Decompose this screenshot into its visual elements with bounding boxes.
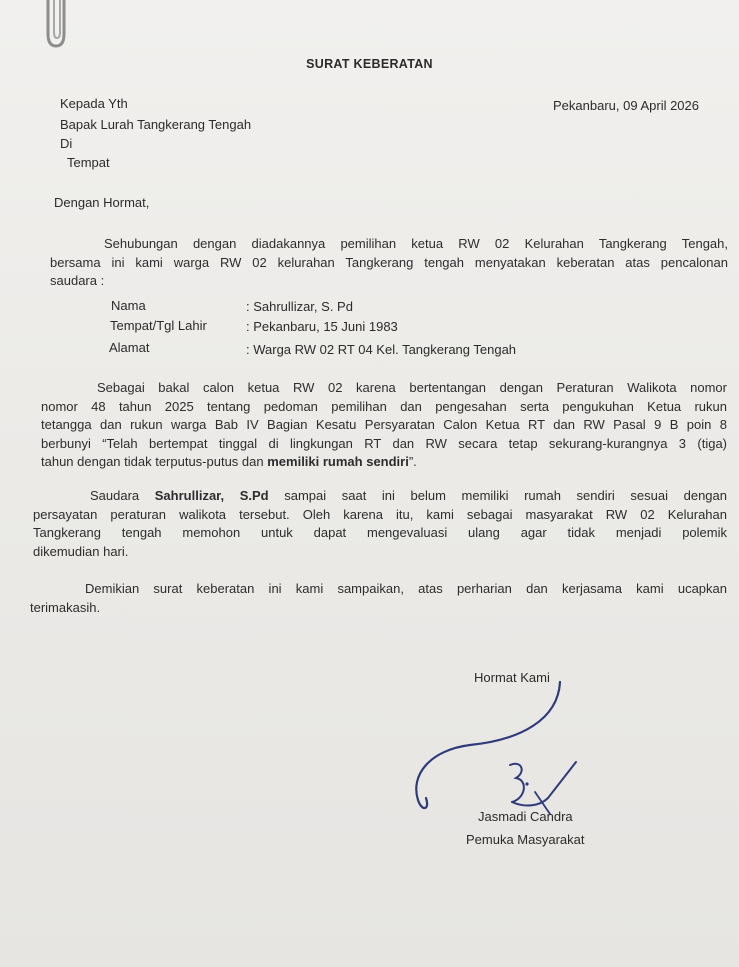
identity-value-birth: : Pekanbaru, 15 Juni 1983 — [246, 319, 398, 334]
identity-value-name: : Sahrullizar, S. Pd — [246, 299, 353, 314]
letter-title: SURAT KEBERATAN — [306, 57, 433, 71]
paragraph-3 — [33, 487, 727, 561]
paragraph-1-line: Sehubungan dengan diadakannya pemilihan ketua RW 02 Kelurahan Tangkerang Tengah, — [104, 236, 728, 251]
paragraph-3-line: Tangkerang tengah memohon untuk dapat mengevaluasi ulang agar tidak menjadi polemik — [33, 525, 727, 540]
paper-clip-icon — [36, 0, 76, 54]
recipient-line-1: Kepada Yth — [60, 96, 128, 111]
paragraph-2-text: tahun dengan tidak terputus-putus dan — [41, 454, 268, 469]
signer-name: Jasmadi Candra — [478, 809, 573, 824]
paragraph-2-line: nomor 48 tahun 2025 tentang pedoman pemilihan dan pengesahan serta pengukuhan Ketua rukun — [41, 398, 727, 414]
closing: Hormat Kami — [474, 670, 550, 685]
paragraph-3-text: sampai saat ini belum memiliki rumah sendiri sesuai dengan — [268, 488, 727, 503]
greeting: Dengan Hormat, — [54, 195, 150, 210]
paragraph-1-line: saudara : — [50, 273, 105, 288]
paragraph-3-line: persayatan peraturan walikota tersebut. Oleh karena itu, kami sebagai masyarakat RW 02 Kelurahan — [33, 506, 727, 522]
identity-label-name: Nama — [111, 298, 146, 313]
signature-icon — [400, 680, 600, 830]
identity-label-address: Alamat — [109, 340, 150, 355]
paragraph-2-line — [41, 453, 727, 472]
identity-label-birth: Tempat/Tgl Lahir — [110, 318, 207, 333]
recipient-line-3: Di — [60, 136, 73, 151]
paragraph-4-line: terimakasih. — [30, 599, 101, 615]
paragraph-2 — [41, 379, 727, 472]
paragraph-1 — [50, 235, 728, 291]
paragraph-2-emphasis: memiliki rumah sendiri — [267, 454, 409, 469]
paragraph-2-line: tetangga dan rukun warga Bab IV Bagian Kesatu Persyaratan Calon Ketua RT dan RW Pasal 9 B poin 8 — [41, 417, 727, 432]
paragraph-4 — [30, 580, 727, 617]
paragraph-3-emphasis: Sahrullizar, S.Pd — [154, 488, 269, 503]
recipient-line-4: Tempat — [67, 155, 110, 170]
place-date: Pekanbaru, 09 April 2026 — [553, 98, 699, 113]
paragraph-1-line: bersama ini kami warga RW 02 kelurahan Tangkerang tengah menyatakan keberatan atas pencalonan — [50, 254, 728, 270]
paragraph-2-line: Sebagai bakal calon ketua RW 02 karena bertentangan dengan Peraturan Walikota nomor — [97, 380, 727, 395]
identity-value-address: : Warga RW 02 RT 04 Kel. Tangkerang Tengah — [246, 342, 517, 357]
paragraph-2-text: ”. — [408, 454, 417, 469]
paragraph-3-text: Saudara — [90, 488, 155, 503]
paragraph-3-line: dikemudian hari. — [33, 543, 129, 559]
paragraph-2-line: berbunyi “Telah bertempat tinggal di lingkungan RT dan RW secara tetap sekurang-kurangnya 3 (tiga) — [41, 435, 727, 451]
recipient-line-2: Bapak Lurah Tangkerang Tengah — [60, 117, 252, 132]
paragraph-4-line: Demikian surat keberatan ini kami sampaikan, atas perharian dan kerjasama kami ucapkan — [85, 581, 727, 596]
signer-title: Pemuka Masyarakat — [466, 832, 585, 847]
paragraph-3-line — [33, 487, 727, 506]
